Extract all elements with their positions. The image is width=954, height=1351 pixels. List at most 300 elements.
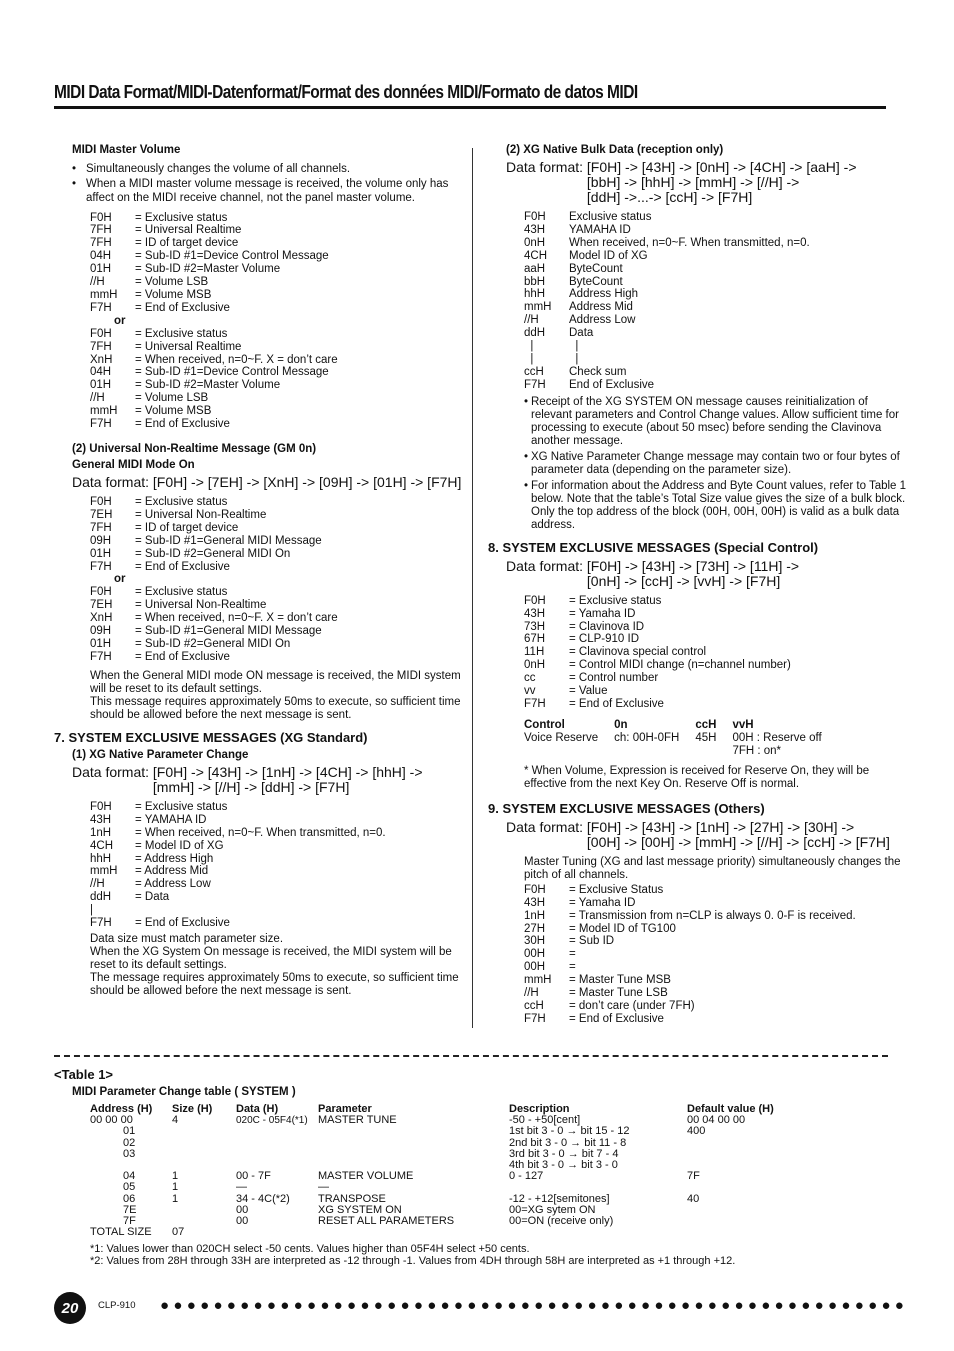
item-code: 43H: [524, 607, 546, 620]
table-cell: 4th bit 3 - 0 → bit 3 - 0: [509, 1159, 618, 1172]
item-description: = End of Exclusive: [135, 418, 230, 431]
table-cell: [172, 1160, 236, 1171]
table-cell: XG SYSTEM ON: [318, 1203, 402, 1216]
item-description: Data: [569, 327, 594, 340]
item-code: //H: [524, 314, 539, 327]
list-item: [90, 237, 464, 250]
item-code: 01H: [90, 638, 112, 651]
data-format-line: [0nH] -> [ccH] -> [vvH] -> [F7H]: [586, 572, 781, 589]
item-code: F7H: [90, 917, 112, 930]
table-cell: 00: [236, 1203, 249, 1216]
item-description: = End of Exclusive: [569, 697, 664, 710]
table-cell: 1: [172, 1170, 179, 1183]
table-cell: [687, 1216, 807, 1227]
list-item: [524, 961, 908, 974]
master-volume-bullets: [72, 162, 464, 206]
data-format-line: [00H] -> [00H] -> [mmH] -> [//H] -> [ccH] -> [F7H]: [586, 833, 890, 850]
item-description: = Sub-ID #2=Master Volume: [135, 379, 281, 392]
list-item: [524, 974, 908, 987]
item-code: F0H: [90, 800, 112, 813]
item-code: F7H: [90, 301, 112, 314]
model-name: CLP-910: [98, 1300, 136, 1311]
item-description: = When received, n=0~F. X = don’t care: [135, 612, 338, 625]
item-description: = Exclusive status: [569, 594, 662, 607]
footnote: *1: Values lower than 020CH select -50 cents. Values higher than 05F4H select +50 cents.: [90, 1243, 530, 1256]
table-cell: 7FH : on*: [732, 744, 782, 757]
item-code: 43H: [524, 223, 546, 236]
item-description: = End of Exclusive: [135, 560, 230, 573]
item-code: 0nH: [524, 659, 546, 672]
item-code: 7EH: [90, 599, 113, 612]
item-description: = Exclusive status: [135, 496, 228, 508]
table-cell: 07: [172, 1226, 185, 1239]
item-description: = End of Exclusive: [135, 650, 230, 663]
table-row: [90, 1149, 807, 1160]
table-cell: 05: [123, 1181, 136, 1194]
list-item: [524, 353, 908, 366]
data-format-line: [F0H] -> [43H] -> [0nH] -> [4CH] -> [aaH] ->: [586, 159, 857, 175]
item-code: F7H: [90, 418, 112, 431]
item-description: End of Exclusive: [569, 378, 655, 391]
table-cell: 0 - 127: [509, 1170, 544, 1183]
item-description: = Clavinova ID: [569, 620, 645, 633]
item-description: = Exclusive status: [135, 800, 228, 813]
bulk-list: [524, 211, 908, 392]
table-cell: 7F: [123, 1215, 136, 1228]
item-code: bbH: [524, 275, 546, 288]
item-code: F7H: [90, 560, 112, 573]
item-code: 7FH: [90, 340, 112, 353]
list-item: [524, 595, 908, 608]
list-item: [90, 878, 464, 891]
table-cell: -12 - +12[semitones]: [509, 1192, 610, 1205]
table-cell: —: [318, 1181, 329, 1194]
list-item: [524, 237, 908, 250]
list-item: [90, 651, 464, 664]
list-item: [524, 646, 908, 659]
bullet-item: • XG Native Parameter Change message may contain two or four bytes of parameter data (depending on the parameter size).: [524, 451, 908, 477]
list-item: [90, 638, 464, 651]
data-format-value: [153, 765, 423, 795]
column-header: Address (H): [90, 1103, 153, 1115]
list-item: [524, 910, 908, 923]
data-format-line: [ddH] ->...-> [ccH] -> [F7H]: [586, 189, 753, 205]
right-column: [488, 144, 908, 1026]
item-code: |: [524, 352, 534, 365]
master-volume-title: MIDI Master Volume: [72, 144, 181, 156]
table-row: [90, 1216, 807, 1227]
item-code: 7FH: [90, 521, 112, 534]
table-cell: 00 00 00: [90, 1114, 133, 1127]
list-item: [524, 948, 908, 961]
item-code: 43H: [90, 813, 112, 826]
item-description: Address Low: [569, 314, 636, 327]
table-cell: 1: [172, 1181, 179, 1194]
list-item: [90, 224, 464, 237]
list-item: [90, 904, 464, 917]
item-code: F7H: [90, 650, 112, 663]
table-cell: MASTER TUNE: [318, 1114, 397, 1127]
table-cell: 40: [687, 1192, 700, 1205]
item-description: = Volume MSB: [135, 405, 212, 418]
table-cell: [236, 1138, 318, 1149]
list-item: [90, 341, 464, 354]
list-item: [524, 276, 908, 289]
xg-sub: (1) XG Native Parameter Change: [72, 748, 249, 761]
item-code: 1nH: [90, 826, 112, 839]
bulk-bullets: [524, 396, 908, 532]
table-cell: [687, 1182, 807, 1193]
table-1-subtitle: MIDI Parameter Change table ( SYSTEM ): [72, 1086, 296, 1098]
list-item: [524, 608, 908, 621]
item-description: = don’t care (under 7FH): [569, 1000, 695, 1012]
bullet-item: • Simultaneously changes the volume of all channels.: [72, 162, 464, 177]
bullet-item: • For information about the Address and Byte Count values, refer to Table 1 below. Note that the table’s Total Size value gives the size of a bulk block. Only the top address of the block (00H, 00H, 00H) is valid as a bulk data address.: [524, 480, 908, 532]
data-format-value: [587, 820, 890, 850]
item-code: //H: [90, 276, 105, 289]
item-description: = Universal Non-Realtime: [135, 508, 267, 521]
item-code: XnH: [90, 353, 113, 366]
item-description: = Yamaha ID: [569, 896, 636, 909]
table-cell: 400: [687, 1125, 706, 1138]
item-description: = Transmission from n=CLP is always 0. 0-F is received.: [569, 909, 856, 922]
list-item: [90, 250, 464, 263]
footnote: *2: Values from 28H through 33H are interpreted as -12 through -1. Values from 4DH through 58H are interpreted as +1 through +12.: [90, 1254, 736, 1267]
list-item: [524, 250, 908, 263]
item-code: aaH: [524, 262, 546, 275]
table-cell: [509, 1227, 687, 1238]
item-code: //H: [90, 878, 105, 891]
item-description: = Model ID of XG: [135, 839, 224, 852]
bulk-data-format: [506, 160, 908, 205]
item-code: 09H: [90, 534, 112, 547]
table-cell: 1: [172, 1192, 179, 1205]
item-code: vv: [524, 685, 536, 698]
list-item: [524, 301, 908, 314]
data-format-value: [587, 559, 799, 589]
table-cell: MASTER VOLUME: [318, 1170, 414, 1183]
item-code: XnH: [90, 612, 113, 625]
data-format-label: Data format:: [72, 763, 153, 780]
list-item: [524, 987, 908, 1000]
item-code: //H: [90, 392, 105, 405]
data-format-label: Data format:: [506, 159, 587, 175]
item-description: Check sum: [569, 365, 627, 378]
item-code: mmH: [90, 405, 118, 418]
item-code: hhH: [90, 852, 112, 865]
list-item: [524, 685, 908, 698]
list-item: [524, 897, 908, 910]
table-cell: ch: 00H-0FH: [614, 731, 680, 744]
item-code: F0H: [90, 211, 112, 224]
item-code: 4CH: [90, 839, 114, 852]
table-1-label: <Table 1>: [54, 1067, 114, 1082]
footer-dots: ●●●●●●●●●●●●●●●●●●●●●●●●●●●●●●●●●●●●●●●●●●●●●●●●●●●●●●●●: [160, 1299, 909, 1313]
list-item: [90, 366, 464, 379]
table-row: [90, 1182, 807, 1193]
item-code: F0H: [90, 586, 112, 599]
master-volume-list-2: [90, 328, 464, 431]
item-description: = Address High: [135, 852, 214, 865]
parameter-table: [90, 1104, 807, 1238]
table-cell: [509, 1182, 687, 1193]
table-row: [90, 1138, 807, 1149]
column-header: Default value (H): [687, 1103, 774, 1115]
list-item: [90, 509, 464, 522]
item-description: Model ID of XG: [569, 249, 648, 262]
list-item: [90, 801, 464, 814]
item-description: = Volume LSB: [135, 392, 209, 405]
section-divider: [54, 1055, 888, 1057]
item-description: Address Mid: [569, 301, 633, 314]
table-cell: -50 - +50[cent]: [509, 1114, 581, 1127]
item-description: |: [569, 352, 579, 365]
table-cell: 1st bit 3 - 0 → bit 15 - 12: [509, 1125, 630, 1138]
list-item: [90, 814, 464, 827]
bullet-item: • Receipt of the XG SYSTEM ON message causes reinitialization of relevant parameters and Control Change values. Allow sufficient time for processing to execute (about 50 msec) before sending the Clavinova another message.: [524, 396, 908, 448]
item-code: 01H: [90, 263, 112, 276]
list-item: [524, 1013, 908, 1026]
item-code: 00H: [524, 948, 546, 961]
page-title: MIDI Data Format/MIDI-Datenformat/Format des données MIDI/Formato de datos MIDI: [54, 82, 638, 102]
left-column: [54, 144, 464, 998]
data-format-line: [F0H] -> [43H] -> [1nH] -> [27H] -> [30H] ->: [586, 818, 855, 835]
table-cell: 03: [123, 1147, 136, 1160]
list-item: [524, 621, 908, 634]
item-description: = Sub ID: [569, 935, 615, 948]
item-description: = Sub-ID #1=Device Control Message: [135, 366, 329, 379]
table-cell: 02: [123, 1136, 136, 1149]
item-description: = End of Exclusive: [135, 917, 230, 930]
table-cell: 00=ON (receive only): [509, 1215, 614, 1228]
item-description: = Model ID of TG100: [569, 922, 676, 935]
item-code: 73H: [524, 620, 546, 633]
item-description: Address High: [569, 288, 639, 301]
table-cell: [318, 1149, 509, 1160]
item-description: = YAMAHA ID: [135, 813, 207, 826]
bullet-item: • When a MIDI master volume message is received, the volume only has affect on the MIDI receive channel, not the panel master volume.: [72, 177, 464, 206]
table-row: [90, 1227, 807, 1238]
list-item: [90, 496, 464, 509]
gm-list-1: [90, 496, 464, 573]
or-label: or: [114, 314, 126, 327]
list-item: [90, 548, 464, 561]
xg-heading: 7. SYSTEM EXCLUSIVE MESSAGES (XG Standard): [54, 729, 368, 745]
data-format-line: [mmH] -> [//H] -> [ddH] -> [F7H]: [152, 778, 350, 795]
list-item: [90, 853, 464, 866]
list-item: [90, 599, 464, 612]
column-header: 0n: [614, 718, 628, 731]
item-description: = End of Exclusive: [135, 301, 230, 314]
item-code: F7H: [524, 697, 546, 710]
table-cell: [172, 1149, 236, 1160]
table-cell: 020C - 05F4(*1): [236, 1115, 308, 1127]
item-description: = ID of target device: [135, 521, 239, 534]
item-code: //H: [524, 987, 539, 1000]
list-item: [90, 586, 464, 599]
list-item: [524, 263, 908, 276]
item-description: =: [569, 948, 576, 961]
column-header: Control: [524, 718, 565, 731]
list-item: [524, 698, 908, 711]
item-code: ccH: [524, 365, 544, 378]
list-item: [90, 418, 464, 431]
item-code: mmH: [90, 288, 118, 301]
title-rule: [54, 106, 886, 109]
item-code: mmH: [524, 301, 552, 314]
item-code: 04H: [90, 250, 112, 263]
table-1-section: [54, 1067, 914, 1267]
item-description: = Universal Realtime: [135, 340, 242, 353]
list-item: [524, 1000, 908, 1013]
others-list: [524, 884, 908, 1026]
item-description: YAMAHA ID: [569, 223, 631, 236]
gm-list-2: [90, 586, 464, 663]
column-header: Size (H): [172, 1103, 213, 1115]
table-cell: [687, 1149, 807, 1160]
list-item: [90, 392, 464, 405]
page-number: 20: [54, 1292, 86, 1324]
or-label: or: [114, 573, 126, 586]
list-item: [90, 917, 464, 930]
item-code: 04H: [90, 366, 112, 379]
table-row: [90, 1126, 807, 1137]
item-description: = Sub-ID #2=Master Volume: [135, 263, 281, 276]
item-code: 30H: [524, 935, 546, 948]
list-item: [90, 212, 464, 225]
table-cell: 34 - 4C(*2): [236, 1192, 290, 1205]
table-cell: 4: [172, 1114, 179, 1127]
gm-note: When the General MIDI mode ON message is received, the MIDI system will be reset to its default settings. This message requires approximately 50ms to execute, so sufficient time should be allowed before the next message is sent.: [90, 669, 461, 721]
table-cell: TRANSPOSE: [318, 1192, 386, 1205]
list-item: [524, 672, 908, 685]
list-item: [524, 327, 908, 340]
list-item: [90, 302, 464, 315]
footnotes: [90, 1244, 914, 1267]
xg-list: [90, 801, 464, 930]
item-code: F0H: [90, 327, 112, 340]
column-header: vvH: [732, 718, 754, 731]
item-code: F0H: [524, 594, 546, 607]
item-description: = ID of target device: [135, 237, 239, 250]
list-item: [90, 891, 464, 904]
item-description: = Universal Realtime: [135, 224, 242, 237]
item-description: = Address Low: [135, 878, 211, 891]
table-cell: 2nd bit 3 - 0 → bit 11 - 8: [509, 1136, 627, 1149]
special-data-format: [506, 559, 908, 589]
item-code: 27H: [524, 922, 546, 935]
table-cell: 00 04 00 00: [687, 1114, 746, 1127]
item-description: = Clavinova special control: [569, 646, 707, 659]
item-code: F7H: [524, 378, 546, 391]
item-code: 00H: [524, 961, 546, 974]
item-description: = Master Tune MSB: [569, 974, 671, 987]
table-cell: 3rd bit 3 - 0 → bit 7 - 4: [509, 1147, 619, 1160]
column-header: ccH: [695, 718, 717, 731]
list-item: [524, 659, 908, 672]
table-cell: RESET ALL PARAMETERS: [318, 1215, 455, 1228]
item-description: |: [569, 340, 579, 353]
table-cell: 00: [236, 1215, 249, 1228]
table-cell: [318, 1138, 509, 1149]
table-cell: 00H : Reserve off: [732, 731, 822, 744]
item-description: = Data: [135, 891, 170, 904]
list-item: [524, 379, 908, 392]
item-description: = When received, n=0~F. When transmitted, n=0.: [135, 826, 386, 839]
list-item: [90, 840, 464, 853]
list-item: [524, 935, 908, 948]
item-description: ByteCount: [569, 275, 623, 288]
list-item: [90, 612, 464, 625]
list-item: [90, 522, 464, 535]
item-code: 67H: [524, 633, 546, 646]
list-item: [524, 288, 908, 301]
item-description: = Sub-ID #2=General MIDI On: [135, 547, 291, 560]
item-code: F7H: [524, 1012, 546, 1025]
table-cell: [687, 1160, 807, 1171]
list-item: [90, 289, 464, 302]
data-format-label: Data format:: [72, 474, 153, 490]
column-divider: [472, 148, 473, 1028]
item-description: = Control number: [569, 672, 659, 685]
list-item: [90, 625, 464, 638]
item-code: 0nH: [524, 236, 546, 249]
item-code: 11H: [524, 646, 545, 659]
table-cell: Voice Reserve: [524, 731, 599, 744]
table-cell: [687, 1205, 807, 1216]
item-code: 7FH: [90, 237, 112, 250]
item-code: |: [524, 340, 534, 353]
list-item: [90, 561, 464, 574]
others-heading: 9. SYSTEM EXCLUSIVE MESSAGES (Others): [488, 800, 765, 816]
item-code: cc: [524, 672, 536, 685]
item-description: = Master Tune LSB: [569, 987, 668, 1000]
item-code: F0H: [524, 211, 546, 223]
data-format-label: Data format:: [506, 557, 587, 574]
table-cell: [236, 1126, 318, 1137]
list-item: [90, 827, 464, 840]
table-cell: [172, 1205, 236, 1216]
gm-title: (2) Universal Non-Realtime Message (GM 0n): [72, 443, 317, 455]
table-cell: 01: [123, 1125, 136, 1138]
item-description: = Sub-ID #1=General MIDI Message: [135, 534, 322, 547]
data-format-line: [F0H] -> [43H] -> [1nH] -> [4CH] -> [hhH] ->: [152, 763, 423, 780]
column-header: Parameter: [318, 1103, 372, 1115]
special-control-table: [524, 719, 838, 758]
table-cell: 7E: [123, 1203, 137, 1216]
item-code: 09H: [90, 625, 112, 638]
table-cell: 04: [123, 1170, 136, 1183]
list-item: [90, 263, 464, 276]
item-description: = Sub-ID #1=General MIDI Message: [135, 625, 322, 638]
item-description: = Sub-ID #1=Device Control Message: [135, 250, 329, 263]
list-item: [90, 328, 464, 341]
table-cell: 00 - 7F: [236, 1170, 271, 1183]
special-heading: 8. SYSTEM EXCLUSIVE MESSAGES (Special Control): [488, 539, 819, 555]
table-cell: [172, 1126, 236, 1137]
item-description: = Exclusive status: [135, 327, 228, 340]
item-description: = Exclusive Status: [569, 883, 664, 896]
item-description: = Address Mid: [135, 865, 209, 878]
xg-note: Data size must match parameter size. When the XG System On message is received, the MIDI system will be reset to its default settings. The message requires approximately 50ms to execute, so sufficient time should be allowed before the next message is sent.: [90, 932, 459, 997]
list-item: [524, 366, 908, 379]
item-description: = End of Exclusive: [569, 1012, 664, 1025]
item-code: hhH: [524, 288, 546, 301]
item-code: F0H: [90, 496, 112, 508]
others-intro: Master Tuning (XG and last message priority) simultaneously changes the pitch of all channels.: [524, 855, 901, 881]
table-cell: [172, 1138, 236, 1149]
item-code: ddH: [90, 891, 112, 904]
